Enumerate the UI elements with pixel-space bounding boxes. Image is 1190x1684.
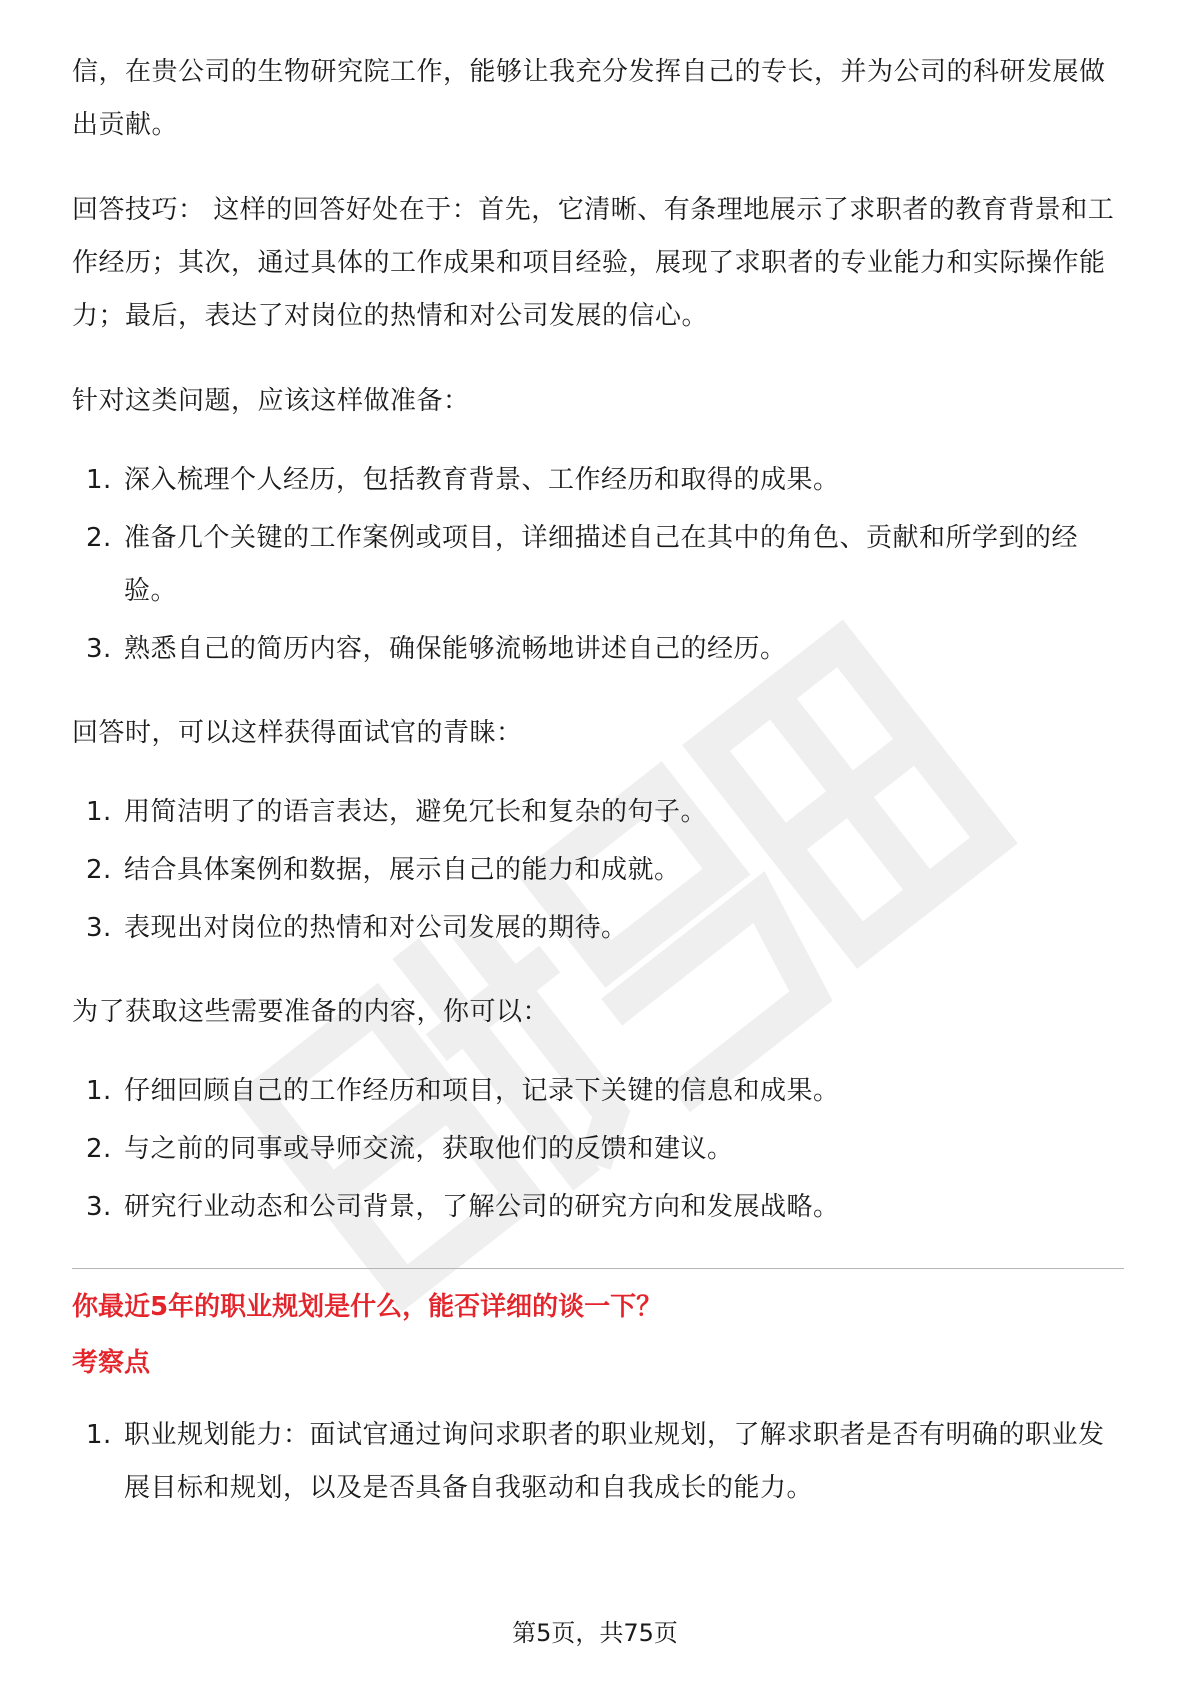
gather-heading: 为了获取这些需要准备的内容，你可以：: [72, 997, 550, 1027]
list-number: 1.: [86, 1420, 112, 1450]
prepare-heading: 针对这类问题，应该这样做准备：: [72, 386, 470, 416]
question-subheading: 考察点: [72, 1348, 151, 1378]
list-number: 3.: [86, 913, 112, 943]
list-text: 深入梳理个人经历，包括教育背景、工作经历和取得的成果。: [124, 465, 840, 495]
list-text: 研究行业动态和公司背景，了解公司的研究方向和发展战略。: [124, 1192, 840, 1222]
document-body: [72, 46, 1122, 1520]
question-title: 你最近5年的职业规划是什么，能否详细的谈一下？: [72, 1292, 663, 1322]
list-number: 2.: [86, 855, 112, 885]
intro-paragraph: 信，在贵公司的生物研究院工作，能够让我充分发挥自己的专长，并为公司的科研发展做出贡献。: [72, 57, 1106, 140]
list-number: 3.: [86, 1192, 112, 1222]
list-text: 仔细回顾自己的工作经历和项目，记录下关键的信息和成果。: [124, 1076, 840, 1106]
list-item: [72, 786, 1122, 839]
section-divider: [72, 1268, 1124, 1269]
question-points-list: [72, 1409, 1122, 1515]
list-item: [72, 1181, 1122, 1234]
list-number: 2.: [86, 523, 112, 553]
list-number: 1.: [86, 1076, 112, 1106]
list-item: [72, 512, 1122, 618]
answer-heading: 回答时，可以这样获得面试官的青睐：: [72, 718, 523, 748]
list-item: [72, 1065, 1122, 1118]
answer-list: [72, 786, 1122, 955]
tips-paragraph: 回答技巧： 这样的回答好处在于：首先，它清晰、有条理地展示了求职者的教育背景和工作经历；其次，通过具体的工作成果和项目经验，展现了求职者的专业能力和实际操作能力；最后，表达了对岗位的热情和对公司发展的信心。: [72, 195, 1115, 331]
list-number: 3.: [86, 634, 112, 664]
list-item: [72, 454, 1122, 507]
list-text: 用简洁明了的语言表达，避免冗长和复杂的句子。: [124, 797, 708, 827]
list-item: [72, 623, 1122, 676]
list-text: 结合具体案例和数据，展示自己的能力和成就。: [124, 855, 681, 885]
list-number: 2.: [86, 1134, 112, 1164]
gather-list: [72, 1065, 1122, 1234]
list-text: 职业规划能力：面试官通过询问求职者的职业规划，了解求职者是否有明确的职业发展目标和规划，以及是否具备自我驱动和自我成长的能力。: [124, 1420, 1105, 1503]
list-item: [72, 1409, 1122, 1515]
list-item: [72, 844, 1122, 897]
list-number: 1.: [86, 465, 112, 495]
prepare-list: [72, 454, 1122, 676]
list-item: [72, 902, 1122, 955]
list-number: 1.: [86, 797, 112, 827]
list-text: 熟悉自己的简历内容，确保能够流畅地讲述自己的经历。: [124, 634, 787, 664]
list-text: 表现出对岗位的热情和对公司发展的期待。: [124, 913, 628, 943]
list-item: [72, 1123, 1122, 1176]
page-footer: 第5页，共75页: [512, 1619, 678, 1647]
list-text: 准备几个关键的工作案例或项目，详细描述自己在其中的角色、贡献和所学到的经验。: [124, 523, 1079, 606]
list-text: 与之前的同事或导师交流，获取他们的反馈和建议。: [124, 1134, 734, 1164]
